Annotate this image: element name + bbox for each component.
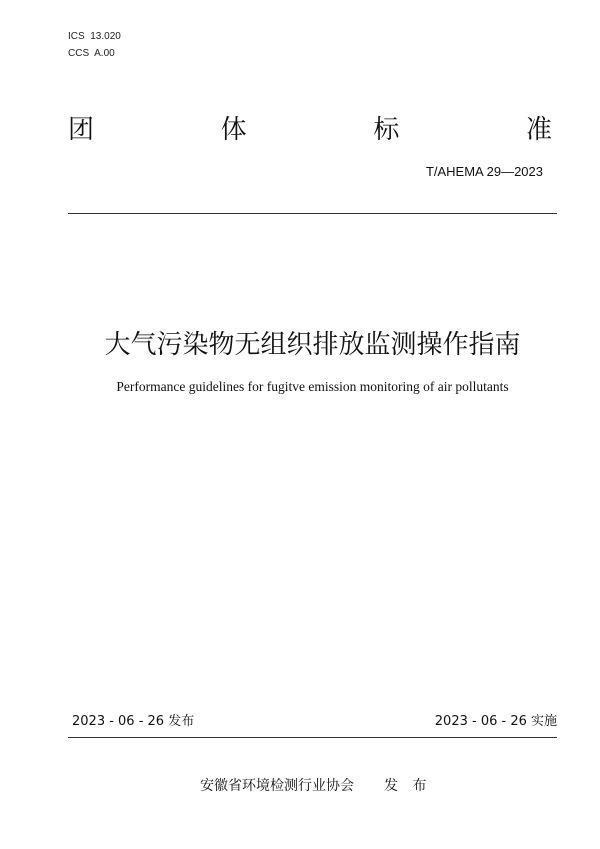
doc-type-char: 标 [373, 115, 400, 145]
header-divider [68, 213, 557, 214]
publish-date: 2023 - 06 - 26 发布 [72, 714, 195, 729]
publish-label: 发 布 [384, 778, 427, 794]
footer-divider [68, 737, 557, 738]
title-chinese: 大气污染物无组织排放监测操作指南 [104, 330, 521, 360]
document-type-heading [68, 114, 552, 146]
publisher-line [200, 776, 426, 796]
date-row [72, 713, 557, 731]
title-english: Performance guidelines for fugitve emission monitoring of air pollutants [116, 379, 509, 394]
implement-date: 2023 - 06 - 26 实施 [434, 714, 557, 729]
ccs-code: CCS A.00 [68, 48, 115, 59]
publisher-name: 安徽省环境检测行业协会 [200, 778, 354, 794]
standard-number: T/AHEMA 29—2023 [425, 164, 543, 179]
ics-code: ICS 13.020 [68, 31, 121, 42]
doc-type-char: 准 [525, 115, 552, 145]
classification-codes [68, 28, 121, 62]
doc-type-char: 团 [68, 115, 95, 145]
doc-type-char: 体 [220, 115, 247, 145]
